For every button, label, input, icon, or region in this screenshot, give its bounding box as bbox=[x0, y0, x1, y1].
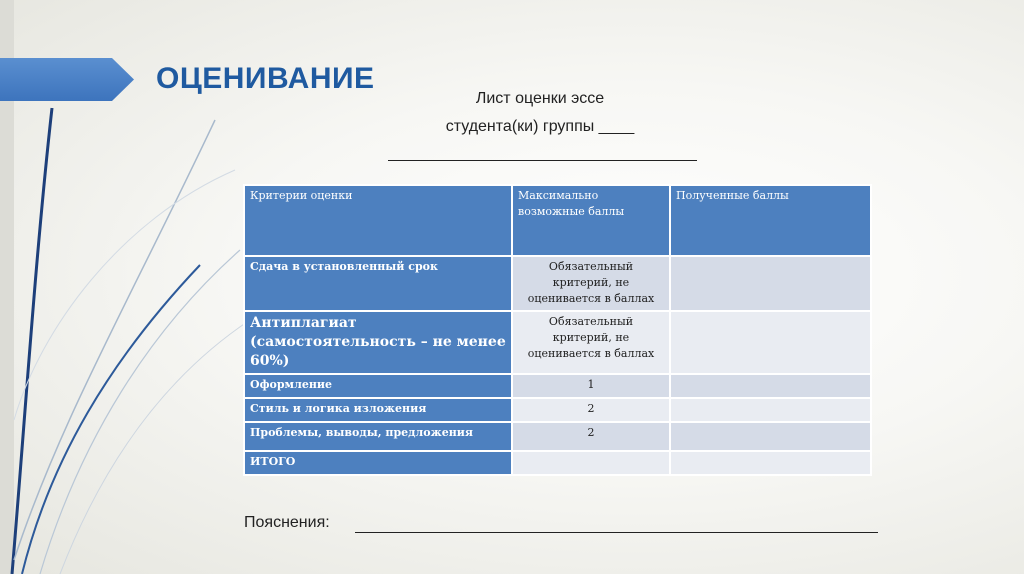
max-points-cell: Обязательный критерий, не оценивается в баллах bbox=[512, 256, 670, 311]
max-points-cell: 1 bbox=[512, 374, 670, 398]
page-title: ОЦЕНИВАНИЕ bbox=[156, 62, 375, 95]
table-row-total bbox=[244, 451, 871, 475]
sheet-title-line1: Лист оценки эссе bbox=[475, 90, 605, 107]
sheet-title-line2: студента(ки) группы ____ bbox=[445, 118, 635, 135]
table-row bbox=[244, 398, 871, 422]
header-criteria: Критерии оценки bbox=[244, 185, 512, 256]
total-received-cell[interactable] bbox=[670, 451, 871, 475]
received-points-cell[interactable] bbox=[670, 311, 871, 374]
student-name-line bbox=[388, 160, 697, 161]
max-points-cell: 2 bbox=[512, 398, 670, 422]
criterion-cell: Оформление bbox=[244, 374, 512, 398]
notes-label: Пояснения: bbox=[244, 514, 330, 531]
criterion-cell: Сдача в установленный срок bbox=[244, 256, 512, 311]
table-row bbox=[244, 374, 871, 398]
max-points-cell: 2 bbox=[512, 422, 670, 451]
table-header-row bbox=[244, 185, 871, 256]
criterion-cell: Стиль и логика изложения bbox=[244, 398, 512, 422]
total-label-cell: ИТОГО bbox=[244, 451, 512, 475]
received-points-cell[interactable] bbox=[670, 374, 871, 398]
table-row bbox=[244, 422, 871, 451]
received-points-cell[interactable] bbox=[670, 256, 871, 311]
criterion-cell: Проблемы, выводы, предложения bbox=[244, 422, 512, 451]
grading-table bbox=[243, 184, 872, 476]
table-row bbox=[244, 311, 871, 374]
received-points-cell[interactable] bbox=[670, 398, 871, 422]
received-points-cell[interactable] bbox=[670, 422, 871, 451]
criterion-cell: Антиплагиат (самостоятельность – не менее 60%) bbox=[244, 311, 512, 374]
table-row bbox=[244, 256, 871, 311]
title-banner bbox=[0, 58, 134, 101]
header-received-points: Полученные баллы bbox=[670, 185, 871, 256]
max-points-cell: Обязательный критерий, не оценивается в баллах bbox=[512, 311, 670, 374]
notes-line[interactable] bbox=[355, 532, 878, 533]
header-max-points: Максимально возможные баллы bbox=[512, 185, 670, 256]
total-max-cell bbox=[512, 451, 670, 475]
